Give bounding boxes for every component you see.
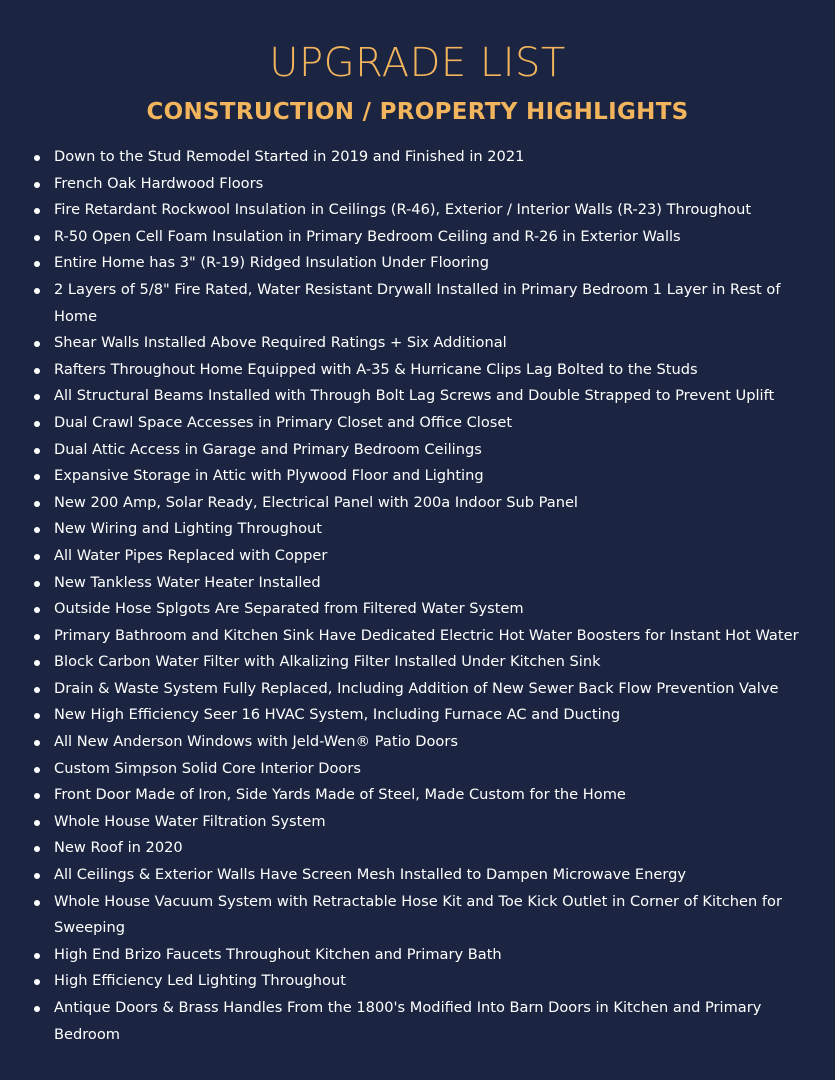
list-item bbox=[54, 862, 819, 889]
upgrade-list bbox=[0, 144, 819, 1048]
list-item-text: Rafters Throughout Home Equipped with A-35 & Hurricane Clips Lag Bolted to the Studs bbox=[54, 360, 698, 378]
page-title: UPGRADE LIST bbox=[269, 40, 566, 86]
bullet-icon bbox=[34, 474, 40, 480]
bullet-icon bbox=[34, 953, 40, 959]
bullet-icon bbox=[34, 208, 40, 214]
list-item-text: Whole House Vacuum System with Retractable Hose Kit and Toe Kick Outlet in Corner of Kitchen for Sweeping bbox=[54, 892, 782, 937]
bullet-icon bbox=[34, 979, 40, 985]
list-item bbox=[54, 702, 819, 729]
bullet-icon bbox=[34, 288, 40, 294]
bullet-icon bbox=[34, 660, 40, 666]
list-item bbox=[54, 463, 819, 490]
list-item bbox=[54, 171, 819, 198]
bullet-icon bbox=[34, 368, 40, 374]
list-item bbox=[54, 649, 819, 676]
list-item bbox=[54, 383, 819, 410]
list-item bbox=[54, 437, 819, 464]
list-item bbox=[54, 942, 819, 969]
list-item bbox=[54, 490, 819, 517]
bullet-icon bbox=[34, 846, 40, 852]
list-item bbox=[54, 516, 819, 543]
list-item-text: New 200 Amp, Solar Ready, Electrical Panel with 200a Indoor Sub Panel bbox=[54, 493, 578, 511]
bullet-icon bbox=[34, 767, 40, 773]
list-item bbox=[54, 357, 819, 384]
list-item bbox=[54, 729, 819, 756]
bullet-icon bbox=[34, 634, 40, 640]
bullet-icon bbox=[34, 873, 40, 879]
list-item-text: Block Carbon Water Filter with Alkalizing Filter Installed Under Kitchen Sink bbox=[54, 653, 601, 671]
list-item-text: New Tankless Water Heater Installed bbox=[54, 573, 321, 591]
list-item bbox=[54, 782, 819, 809]
list-item-text: Drain & Waste System Fully Replaced, Including Addition of New Sewer Back Flow Prevention Valve bbox=[54, 679, 779, 697]
bullet-icon bbox=[34, 155, 40, 161]
bullet-icon bbox=[34, 1006, 40, 1012]
list-item bbox=[54, 543, 819, 570]
bullet-icon bbox=[34, 501, 40, 507]
list-item-text: Dual Crawl Space Accesses in Primary Closet and Office Closet bbox=[54, 413, 513, 431]
list-item-text: French Oak Hardwood Floors bbox=[54, 174, 264, 192]
list-item-text: Primary Bathroom and Kitchen Sink Have Dedicated Electric Hot Water Boosters for Instant Hot Water bbox=[54, 626, 799, 644]
bullet-icon bbox=[34, 607, 40, 613]
page-subtitle: CONSTRUCTION / PROPERTY HIGHLIGHTS bbox=[146, 99, 689, 125]
list-item bbox=[54, 596, 819, 623]
list-item-text: Front Door Made of Iron, Side Yards Made of Steel, Made Custom for the Home bbox=[54, 786, 626, 804]
list-item-text: New High Efficiency Seer 16 HVAC System, Including Furnace AC and Ducting bbox=[54, 706, 621, 724]
list-item bbox=[54, 224, 819, 251]
list-item-text: Whole House Water Filtration System bbox=[54, 812, 326, 830]
list-item-text: Custom Simpson Solid Core Interior Doors bbox=[54, 759, 361, 777]
list-item-text: All Structural Beams Installed with Through Bolt Lag Screws and Double Strapped to Prevent Uplift bbox=[54, 387, 775, 405]
bullet-icon bbox=[34, 235, 40, 241]
bullet-icon bbox=[34, 527, 40, 533]
bullet-icon bbox=[34, 687, 40, 693]
list-item-text: Expansive Storage in Attic with Plywood Floor and Lighting bbox=[54, 467, 484, 485]
list-item bbox=[54, 756, 819, 783]
list-item bbox=[54, 835, 819, 862]
bullet-icon bbox=[34, 421, 40, 427]
list-item-text: Antique Doors & Brass Handles From the 1800's Modified Into Barn Doors in Kitchen and Primary Bedroom bbox=[54, 999, 762, 1043]
list-item-text: All Water Pipes Replaced with Copper bbox=[54, 546, 328, 564]
list-item-text: Dual Attic Access in Garage and Primary Bedroom Ceilings bbox=[54, 440, 482, 458]
bullet-icon bbox=[34, 713, 40, 719]
bullet-icon bbox=[34, 793, 40, 799]
bullet-icon bbox=[34, 394, 40, 400]
bullet-icon bbox=[34, 581, 40, 587]
list-item-text: Entire Home has 3" (R-19) Ridged Insulation Under Flooring bbox=[54, 254, 490, 272]
list-item-text: Shear Walls Installed Above Required Ratings + Six Additional bbox=[54, 334, 507, 352]
bullet-icon bbox=[34, 740, 40, 746]
list-item bbox=[54, 676, 819, 703]
list-item-text: High End Brizo Faucets Throughout Kitchen and Primary Bath bbox=[54, 945, 502, 963]
list-item-text: All Ceilings & Exterior Walls Have Screen Mesh Installed to Dampen Microwave Energy bbox=[54, 866, 686, 884]
list-item bbox=[54, 623, 819, 650]
list-item bbox=[54, 889, 819, 942]
list-item bbox=[54, 144, 819, 171]
list-item bbox=[54, 809, 819, 836]
bullet-icon bbox=[34, 182, 40, 188]
list-item-text: Down to the Stud Remodel Started in 2019 and Finished in 2021 bbox=[54, 148, 525, 165]
bullet-icon bbox=[34, 820, 40, 826]
list-item-text: New Wiring and Lighting Throughout bbox=[54, 520, 322, 538]
list-item-text: Outside Hose Splgots Are Separated from Filtered Water System bbox=[54, 600, 524, 618]
bullet-icon bbox=[34, 341, 40, 347]
list-item bbox=[54, 330, 819, 357]
bullet-icon bbox=[34, 554, 40, 560]
list-item bbox=[54, 995, 819, 1048]
list-item-text: High Efficiency Led Lighting Throughout bbox=[54, 972, 346, 990]
bullet-icon bbox=[34, 448, 40, 454]
list-item bbox=[54, 968, 819, 995]
list-item-text: All New Anderson Windows with Jeld-Wen® Patio Doors bbox=[54, 733, 458, 751]
list-item bbox=[54, 570, 819, 597]
list-item-text: 2 Layers of 5/8" Fire Rated, Water Resistant Drywall Installed in Primary Bedroom 1 Layer in Rest of Home bbox=[54, 280, 781, 325]
list-item-text: Fire Retardant Rockwool Insulation in Ceilings (R-46), Exterior / Interior Walls (R-23) Throughout bbox=[54, 201, 752, 219]
list-item bbox=[54, 197, 819, 224]
list-item-text: New Roof in 2020 bbox=[54, 839, 183, 857]
list-item-text: R-50 Open Cell Foam Insulation in Primary Bedroom Ceiling and R-26 in Exterior Walls bbox=[54, 227, 681, 245]
bullet-icon bbox=[34, 900, 40, 906]
list-item bbox=[54, 250, 819, 277]
list-item bbox=[54, 410, 819, 437]
list-item bbox=[54, 277, 819, 330]
bullet-icon bbox=[34, 261, 40, 267]
